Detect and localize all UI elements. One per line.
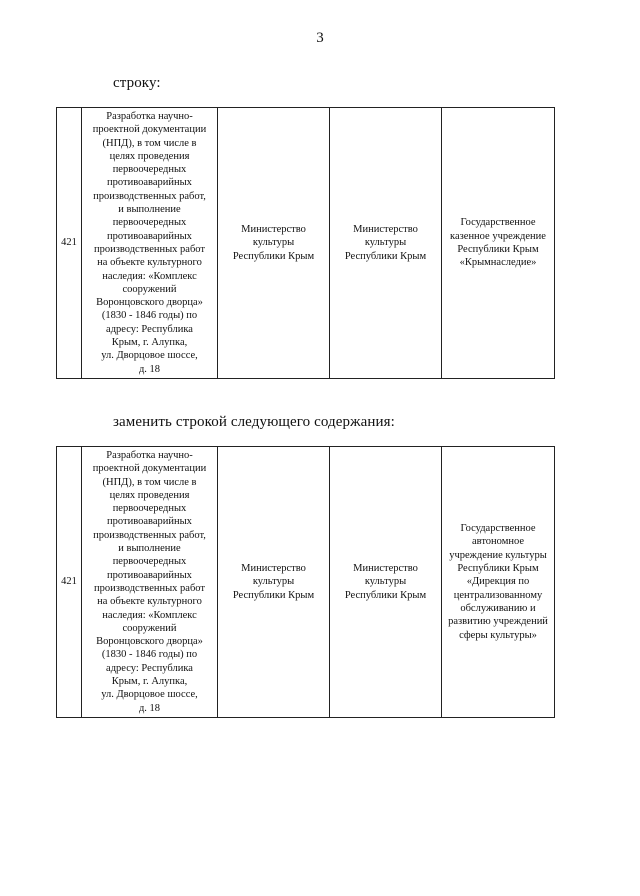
cell-line: (1830 - 1846 годы) по (101, 649, 198, 661)
cell-line: и выполнение (118, 204, 181, 216)
cell-line: культуры (364, 576, 407, 588)
cell-line: производственных работ, (93, 190, 206, 202)
cell-line: на объекте культурного (97, 596, 202, 608)
cell-line: культуры (252, 237, 295, 249)
cell-line: адресу: Республика (106, 323, 193, 335)
cell-line: противоаварийных (107, 516, 192, 528)
cell-line: Республики Крым (344, 589, 427, 601)
cell-line: противоаварийных (107, 177, 192, 189)
cell-line: (НПД), в том числе в (102, 137, 197, 149)
organization-cell (442, 447, 555, 718)
cell-line: Разработка научно- (106, 111, 193, 122)
cell-line: обслуживанию и (460, 602, 536, 614)
cell-line: ул. Дворцовое шоссе, (101, 350, 198, 362)
cell-line: Республики Крым (457, 243, 539, 255)
cell-line: Воронцовского дворца» (96, 636, 203, 648)
cell-line: централизованному (453, 589, 543, 601)
cell-line: Разработка научно- (106, 450, 193, 461)
ministry-cell-1 (218, 447, 330, 718)
cell-line: проектной документации (92, 124, 207, 136)
table-row (57, 447, 555, 718)
cell-line: Крым, г. Алупка, (111, 337, 188, 349)
cell-line: противоаварийных (107, 230, 192, 242)
original-row-table (56, 107, 555, 379)
cell-line: Республики Крым (232, 589, 315, 601)
cell-line: первоочередных (112, 556, 187, 568)
cell-line: наследия: «Комплекс (102, 270, 197, 282)
cell-line: (1830 - 1846 годы) по (101, 310, 198, 322)
table-row (57, 108, 555, 379)
cell-line: первоочередных (112, 217, 187, 229)
cell-line: целях проведения (109, 150, 190, 162)
cell-line: (НПД), в том числе в (102, 476, 197, 488)
cell-line: противоаварийных (107, 569, 192, 581)
cell-line: Крым, г. Алупка, (111, 676, 188, 688)
cell-line: «Крымнаследие» (459, 257, 537, 269)
cell-line: д. 18 (138, 363, 161, 375)
page-number: 3 (316, 30, 324, 46)
cell-line: и выполнение (118, 543, 181, 555)
cell-line: Министерство (353, 563, 418, 575)
cell-line: наследия: «Комплекс (102, 609, 197, 621)
cell-line: первоочередных (112, 503, 187, 515)
cell-line: Министерство (241, 224, 306, 236)
heading-replacement-row: заменить строкой следующего содержания: (113, 414, 395, 430)
row-number-cell: 421 (57, 108, 82, 379)
cell-line: производственных работ (94, 582, 205, 594)
cell-line: Воронцовского дворца» (96, 297, 203, 309)
cell-line: сооружений (122, 283, 177, 295)
cell-line: автономное (471, 536, 525, 548)
cell-line: Министерство (241, 563, 306, 575)
cell-line: адресу: Республика (106, 662, 193, 674)
cell-line: ул. Дворцовое шоссе, (101, 689, 198, 701)
cell-line: «Дирекция по (466, 576, 530, 588)
cell-line: казенное учреждение (450, 230, 546, 242)
cell-line: д. 18 (138, 702, 161, 714)
cell-line: учреждение культуры (449, 549, 547, 561)
cell-line: сферы культуры» (459, 629, 537, 641)
organization-cell (442, 108, 555, 379)
cell-line: производственных работ, (93, 529, 206, 541)
cell-line: Министерство (353, 224, 418, 236)
cell-line: развитию учреждений (448, 616, 548, 628)
ministry-cell-2 (330, 108, 442, 379)
cell-line: целях проведения (109, 489, 190, 501)
ministry-cell-1 (218, 108, 330, 379)
cell-line: на объекте культурного (97, 257, 202, 269)
ministry-cell-2 (330, 447, 442, 718)
cell-line: сооружений (122, 622, 177, 634)
cell-line: Республики Крым (344, 250, 427, 262)
cell-line: Республики Крым (232, 250, 315, 262)
cell-line: Государственное (460, 523, 536, 535)
cell-line: проектной документации (92, 463, 207, 475)
object-name-cell (82, 108, 218, 379)
cell-line: производственных работ (94, 243, 205, 255)
cell-line: Республики Крым (457, 563, 539, 575)
cell-line: культуры (252, 576, 295, 588)
heading-original-row: строку: (113, 75, 161, 91)
cell-line: Государственное (460, 217, 536, 229)
replacement-row-table (56, 446, 555, 718)
object-name-cell (82, 447, 218, 718)
row-number-cell: 421 (57, 447, 82, 718)
cell-line: культуры (364, 237, 407, 249)
cell-line: первоочередных (112, 164, 187, 176)
